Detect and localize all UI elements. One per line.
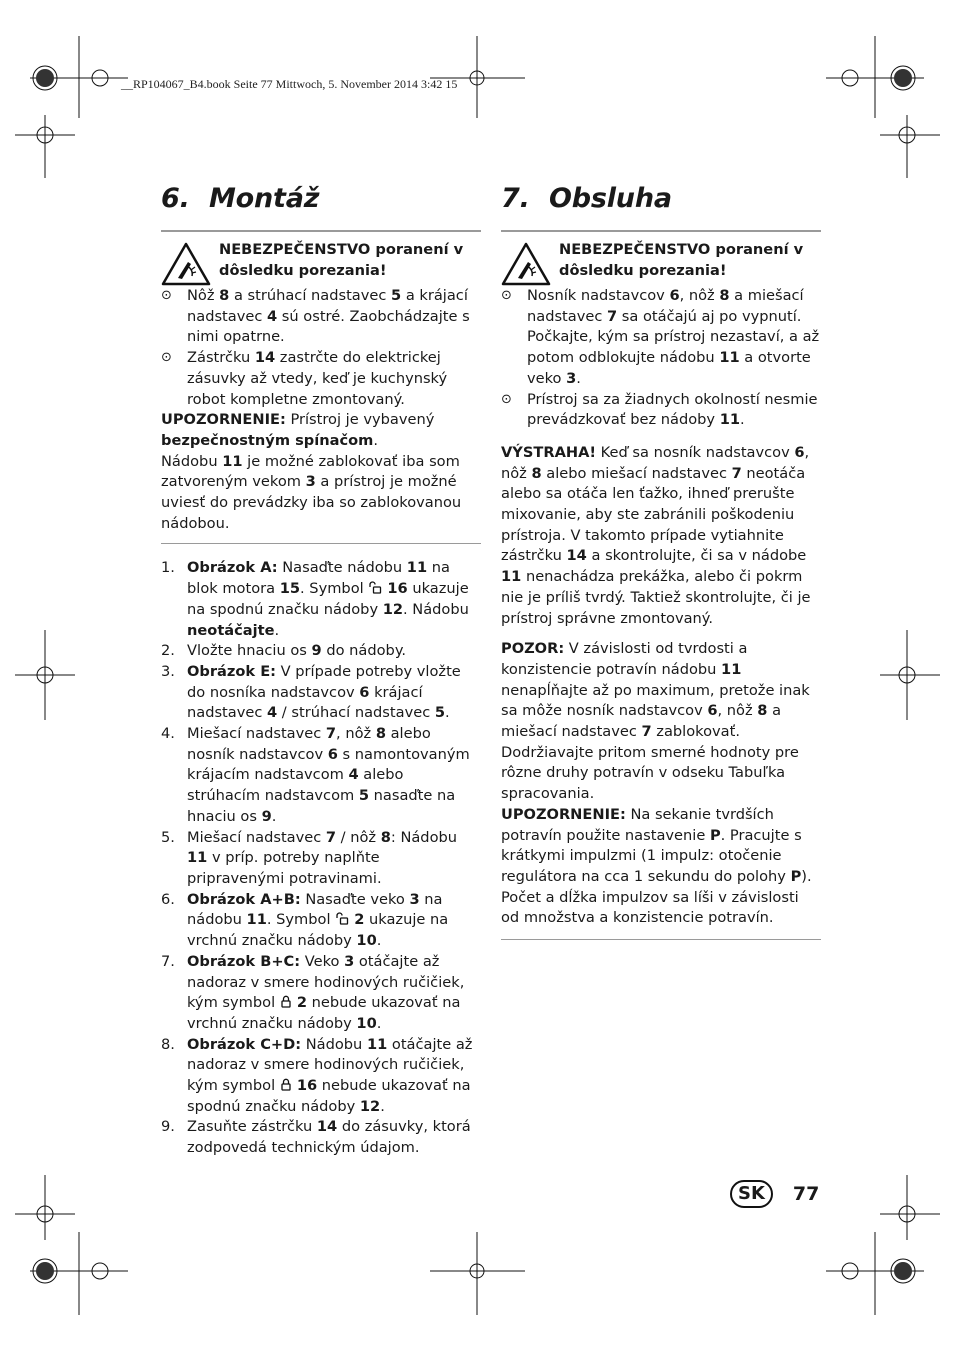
section-title: Obsluha (549, 183, 672, 214)
text: na nádobu (187, 890, 443, 929)
bold-text: 7 (325, 828, 337, 846)
bold-text: 14 (566, 547, 587, 565)
bullet-item (501, 390, 821, 431)
bullet-item (161, 348, 481, 410)
text: do zásuvky, ktorá zodpovedá technickým údajom. (187, 1118, 471, 1157)
text: Veko (300, 952, 345, 970)
bold-text: 6 (327, 745, 338, 763)
bold-text: 3 (409, 890, 420, 908)
note-text-end: . (373, 431, 378, 449)
bold-text: VÝSTRAHA! (501, 443, 597, 461)
text: nebude ukazovať na vrchnú značku nádoby (187, 994, 461, 1032)
bold-text: neotáčajte (187, 621, 275, 639)
bold-text: 11 (366, 1035, 388, 1053)
text: Miešací nadstavec (187, 828, 326, 846)
divider (161, 230, 481, 232)
bullet-item (501, 286, 821, 390)
step-number: 8. (161, 1035, 175, 1053)
divider (161, 543, 481, 544)
bold-text: 6 (794, 443, 805, 461)
text: zablokovať. Dodržiavajte pritom smerné hodnoty pre rôzne druhy potravín v odseku Tabuľka spracovania. (501, 723, 799, 803)
text: Miešací nadstavec (187, 725, 326, 743)
bullet-icon: ⊙ (161, 288, 172, 303)
text: Nosník nadstavcov (527, 287, 670, 304)
paragraph (501, 443, 821, 629)
lock-icon (280, 1079, 292, 1093)
bold-text: 11 (187, 849, 208, 867)
bold-text: 5 (391, 287, 402, 304)
section-number: 7. (501, 183, 530, 214)
text: Vložte hnaciu os (187, 642, 312, 660)
text: Nasaďte nádobu (277, 559, 407, 577)
bold-text: 4 (267, 704, 278, 722)
bold-text: 3 (344, 952, 355, 970)
bold-text: 11 (719, 411, 741, 429)
text: / nôž (336, 828, 381, 846)
text: nasaďte na hnaciu os (187, 787, 456, 825)
bold-text: 10 (356, 1014, 377, 1032)
step-number: 6. (161, 890, 175, 908)
text: a miešací nadstavec (527, 287, 804, 325)
text: alebo miešací nadstavec (541, 464, 732, 482)
text: Zástrčku (187, 349, 255, 367)
text: Prístroj sa za žiadnych okolností nesmie prevádzkovať bez nádoby (527, 390, 818, 429)
bold-text: 14 (254, 349, 276, 367)
text: alebo strúhacím nadstavcom (187, 766, 404, 805)
bold-text: 9 (311, 642, 322, 660)
text: . Symbol (266, 911, 336, 929)
text: V závislosti od tvrdosti a konzistencie potravín nádobu (501, 640, 748, 678)
text: . (576, 369, 581, 387)
bold-text: 7 (641, 723, 652, 741)
text: Nádobu (301, 1035, 367, 1053)
page-number: 77 (792, 1183, 820, 1205)
list-item (161, 1035, 481, 1118)
text: sa otáčajú aj po vypnutí. Počkajte, kým sa prístroj nezastaví, a až potom odblokujte nádobu (527, 307, 820, 367)
assembly-steps (161, 558, 481, 1158)
text: . (274, 621, 280, 639)
text: otáčajte až nadoraz v smere hodinových ručičiek, kým symbol (187, 952, 465, 1012)
bold-text: Obrázok A: (187, 559, 278, 577)
warning-block (501, 240, 821, 286)
text: . (380, 1097, 385, 1115)
text: nebude ukazovať na spodnú značku nádoby (187, 1077, 471, 1115)
text: Nasaďte veko (300, 890, 410, 908)
section-operation (501, 183, 821, 940)
unlock-icon (335, 913, 349, 927)
bold-text: 3 (566, 369, 577, 387)
text: / strúhací nadstavec (277, 704, 435, 722)
list-item (161, 1117, 481, 1158)
warning-bullets (501, 286, 821, 431)
bold-text: Obrázok E: (187, 662, 277, 680)
step-number: 2. (161, 642, 175, 660)
text: , nôž (679, 287, 720, 304)
bold-text: 3 (305, 473, 316, 491)
list-item (161, 558, 481, 641)
text: a miešací nadstavec (501, 702, 782, 741)
text: ukazuje na spodnú značku nádoby (187, 580, 469, 618)
text: a skontrolujte, či sa v nádobe (586, 547, 807, 565)
language-badge: SK (730, 1180, 773, 1208)
list-item (161, 890, 481, 952)
text: . (445, 704, 450, 722)
section-title: Montáž (209, 183, 320, 214)
bold-text: 5 (358, 787, 370, 805)
bold-text: 6 (707, 702, 718, 720)
bold-text: Obrázok C+D: (187, 1035, 302, 1053)
bold-text: 15 (279, 580, 301, 598)
text: s namontovaným krájacím nadstavcom (187, 745, 470, 784)
text: do nádoby. (321, 642, 407, 660)
text: , nôž (501, 443, 810, 482)
text: otáčajte až nadoraz v smere hodinových ručičiek, kým symbol (187, 1035, 473, 1095)
text: a krájací nadstavec (187, 287, 468, 325)
bold-text: 8 (757, 702, 768, 720)
warning-title: NEBEZPEČENSTVO poranení v dôsledku porezania! (219, 241, 464, 279)
section-heading (501, 183, 821, 214)
lock-icon (280, 996, 292, 1010)
text: na blok motora (187, 559, 450, 598)
text: zastrčte do elektrickej zásuvky až vtedy, keď je kuchynský robot kompletne zmontovaný. (187, 349, 448, 408)
list-item (161, 724, 481, 828)
text: v príp. potreby naplňte pripravenými potravinami. (187, 849, 382, 887)
bold-text: P (790, 867, 802, 885)
paragraph (501, 639, 821, 805)
bold-text: UPOZORNENIE: (501, 805, 626, 823)
bold-text: 7 (325, 725, 337, 743)
text: ukazuje na vrchnú značku nádoby (187, 911, 449, 950)
note-bold: bezpečnostným spínačom (161, 431, 374, 449)
bold-text: 11 (222, 452, 243, 470)
warning-title: NEBEZPEČENSTVO poranení v dôsledku porezania! (559, 241, 804, 279)
text: nenachádza prekážka, alebo či pokrm nie je príliš tvrdý. Taktiež skontrolujte, či je prístroj správne zmontovaný. (501, 568, 811, 627)
cut-hazard-warning-icon (501, 242, 551, 286)
list-item (161, 662, 481, 724)
bold-text: Obrázok B+C: (187, 952, 301, 970)
list-item (161, 641, 481, 662)
bold-text: 11 (719, 349, 740, 367)
text: alebo nosník nadstavcov (187, 725, 431, 763)
bold-text: 16 (291, 1077, 318, 1095)
bullet-item (161, 286, 481, 348)
bullet-icon: ⊙ (161, 350, 172, 366)
bold-text: 2 (291, 994, 308, 1012)
step-number: 7. (161, 952, 175, 970)
print-file-header: __RP104067_B4.book Seite 77 Mittwoch, 5. November 2014 3:42 15 (121, 77, 458, 91)
text: a prístroj je možné uviesť do prevádzky iba so zablokovanou nádobou. (161, 473, 462, 532)
text: . Nádobu (403, 600, 469, 618)
text: Na sekanie tvrdších potravín použite nastavenie (501, 805, 774, 844)
bold-text: 7 (607, 307, 618, 325)
section-number: 6. (161, 183, 190, 214)
text: Nádobu (161, 452, 223, 470)
note-paragraph (161, 410, 481, 451)
bold-text: 6 (669, 287, 680, 304)
text: V prípade potreby vložte do nosníka nadstavcov (187, 662, 461, 701)
text: . (376, 932, 382, 950)
text: krájací nadstavec (187, 683, 423, 722)
bold-text: 11 (246, 911, 267, 929)
bold-text: 9 (261, 807, 272, 825)
bold-text: 4 (348, 766, 359, 784)
bold-text: 11 (406, 559, 428, 577)
step-number: 9. (161, 1118, 175, 1136)
note-text: Prístroj je vybavený (285, 411, 435, 429)
bold-text: 14 (316, 1118, 338, 1136)
bold-text: 8 (380, 828, 391, 846)
step-number: 4. (161, 725, 175, 743)
bold-text: 8 (375, 725, 386, 743)
text: . Symbol (300, 580, 369, 598)
text: . (376, 1014, 382, 1032)
bold-text: 4 (267, 307, 278, 325)
bullet-icon: ⊙ (501, 391, 512, 407)
text: a otvorte veko (527, 349, 811, 387)
list-item (161, 952, 481, 1035)
bold-text: 7 (731, 464, 742, 482)
warning-bullets (161, 286, 481, 410)
section-assembly (161, 183, 481, 1159)
bold-text: 2 (349, 911, 365, 929)
text: neotáča alebo sa otáča len ťažko, ihneď prerušte mixovanie, aby ste zabránili poškodeniu prístroja. V takomto prípade vytiahnite zástrčku (501, 464, 806, 565)
text: je možné zablokovať iba som zatvoreným vekom (161, 452, 460, 491)
text: : Nádobu (390, 828, 458, 846)
warning-block (161, 240, 481, 286)
bold-text: POZOR: (501, 640, 565, 658)
operation-notes (501, 443, 821, 929)
step-number: 1. (161, 559, 175, 577)
text: . (740, 411, 745, 429)
divider (501, 230, 821, 232)
text: sú ostré. Zaobchádzajte s nimi opatrne. (187, 307, 470, 346)
text: . Pracujte s krátkymi impulzmi (1 impulz: otočenie regulátora na cca 1 sekundu do polohy (501, 826, 802, 885)
divider (501, 939, 821, 940)
step-number: 5. (161, 828, 175, 846)
text: Nôž (187, 287, 220, 304)
bold-text: P (709, 826, 721, 844)
bold-text: 8 (719, 287, 730, 304)
step-number: 3. (161, 662, 175, 680)
unlock-icon (368, 582, 382, 596)
text: . (271, 807, 277, 825)
bold-text: 10 (356, 932, 377, 950)
note-label: UPOZORNENIE: (161, 411, 286, 429)
bold-text: 5 (434, 704, 446, 722)
text: Keď sa nosník nadstavcov (596, 443, 795, 461)
bold-text: 16 (382, 580, 408, 598)
bold-text: 6 (359, 683, 370, 701)
section-heading (161, 183, 481, 214)
text: Zasuňte zástrčku (187, 1118, 317, 1136)
cut-hazard-warning-icon (161, 242, 211, 286)
text: ). Počet a dĺžka impulzov sa líši v závislosti od množstva a konzistencie potravín. (501, 867, 812, 927)
bold-text: Obrázok A+B: (187, 890, 301, 908)
text: , nôž (717, 702, 758, 720)
text: nenapĺňajte až po maximum, pretože inak sa môže nosník nadstavcov (501, 681, 810, 720)
bold-text: 12 (359, 1097, 381, 1115)
bold-text: 8 (219, 287, 230, 304)
bold-text: 8 (531, 464, 542, 482)
bold-text: 11 (721, 660, 742, 678)
note-detail (161, 452, 481, 535)
list-item (161, 828, 481, 890)
paragraph (501, 805, 821, 929)
text: , nôž (336, 725, 376, 743)
bold-text: 12 (382, 600, 404, 618)
text: a strúhací nadstavec (229, 287, 392, 304)
bullet-icon: ⊙ (501, 288, 512, 303)
bold-text: 11 (501, 568, 522, 586)
page-footer (730, 1180, 819, 1208)
